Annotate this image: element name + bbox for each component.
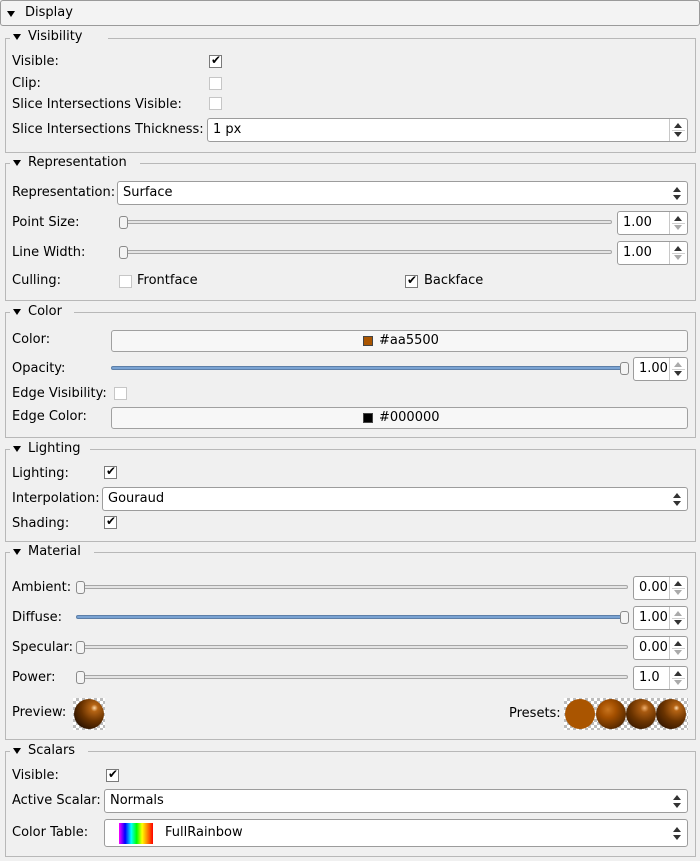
power-spinbox[interactable] [633,666,688,690]
slice-thickness-label: Slice Intersections Thickness: [12,122,204,137]
spin-arrows-icon[interactable] [669,358,687,380]
specular-spinbox[interactable] [633,636,688,660]
spin-arrows-icon[interactable] [669,119,687,141]
preview-label: Preview: [12,705,67,720]
material-preview [73,698,105,730]
point-size-spinbox[interactable] [617,211,688,235]
ambient-slider-handle[interactable] [76,581,85,594]
checkmark-icon: ✔ [107,767,119,781]
representation-header[interactable] [10,155,140,171]
visible-checkbox[interactable] [209,55,222,68]
ambient-spinbox[interactable] [633,576,688,600]
spin-arrows-icon[interactable] [669,667,687,689]
presets-label: Presets: [509,706,561,721]
power-slider-track[interactable] [76,675,628,679]
line-width-spinbox[interactable] [617,241,688,265]
preset-flat-sphere-icon[interactable] [565,699,595,729]
interpolation-combobox[interactable] [102,487,688,511]
representation-value: Surface [123,185,173,200]
checkmark-icon: ✔ [406,273,418,287]
combo-arrows-icon [671,185,683,201]
lighting-label: Lighting: [12,466,69,481]
collapse-triangle-icon [13,160,21,166]
edge-visibility-label: Edge Visibility: [12,386,107,401]
spin-arrows-icon[interactable] [669,637,687,659]
interpolation-value: Gouraud [108,491,165,506]
combo-arrows-icon [671,491,683,507]
checkmark-icon [115,385,127,399]
checkmark-icon: ✔ [210,53,222,67]
color-label: Color: [12,332,51,347]
opacity-value: 1.00 [639,361,668,376]
scalars-visible-label: Visible: [12,768,59,783]
opacity-spinbox[interactable] [633,357,688,381]
diffuse-slider-handle[interactable] [620,611,629,624]
edge-color-label: Edge Color: [12,409,87,424]
color-table-value: FullRainbow [165,825,243,840]
clip-checkbox[interactable] [209,77,222,90]
visibility-title: Visibility [28,29,83,44]
edge-visibility-checkbox[interactable] [114,387,127,400]
lighting-checkbox[interactable] [104,466,117,479]
combo-arrows-icon [671,793,683,809]
spin-arrows-icon[interactable] [669,242,687,264]
preset-shiny-sphere-icon[interactable] [626,699,656,729]
color-table-label: Color Table: [12,825,89,840]
point-size-slider-handle[interactable] [119,216,128,229]
line-width-label: Line Width: [12,245,86,260]
edge-color-picker-button[interactable] [111,407,688,429]
representation-combobox[interactable] [117,181,688,205]
scalars-title: Scalars [28,743,76,758]
rainbow-colormap-icon [119,823,153,844]
shading-label: Shading: [12,516,70,531]
diffuse-label: Diffuse: [12,610,62,625]
power-value: 1.0 [639,670,660,685]
opacity-slider-track[interactable] [111,366,627,370]
power-slider-handle[interactable] [76,671,85,684]
slice-thickness-spinbox[interactable] [207,118,688,142]
opacity-label: Opacity: [12,361,66,376]
specular-slider-track[interactable] [76,645,628,649]
visibility-header[interactable] [10,29,108,45]
color-value: #aa5500 [379,333,439,348]
color-title: Color [28,304,62,319]
shading-checkbox[interactable] [104,516,117,529]
active-scalar-label: Active Scalar: [12,793,101,808]
representation-label: Representation: [12,185,116,200]
combo-arrows-icon [671,825,683,841]
material-presets[interactable] [564,698,688,730]
preset-specular-sphere-icon[interactable] [656,699,686,729]
active-scalar-combobox[interactable] [104,789,688,813]
diffuse-value: 1.00 [639,610,668,625]
frontface-label: Frontface [137,273,198,288]
spin-arrows-icon[interactable] [669,577,687,599]
material-header[interactable] [10,544,94,560]
display-title: Display [25,5,73,20]
diffuse-spinbox[interactable] [633,606,688,630]
color-swatch [363,336,373,346]
checkmark-icon [120,273,132,287]
ambient-slider-track[interactable] [76,585,628,589]
checkmark-icon [210,95,222,109]
lighting-header[interactable] [10,441,90,457]
ambient-value: 0.00 [639,580,668,595]
culling-label: Culling: [12,273,62,288]
specular-label: Specular: [12,640,73,655]
collapse-triangle-icon [7,11,15,17]
backface-label: Backface [424,273,484,288]
point-size-value: 1.00 [623,215,652,230]
visible-label: Visible: [12,54,59,69]
specular-value: 0.00 [639,640,668,655]
spin-arrows-icon[interactable] [669,212,687,234]
collapse-triangle-icon [13,34,21,40]
frontface-checkbox[interactable] [119,275,132,288]
point-size-label: Point Size: [12,215,80,230]
line-width-value: 1.00 [623,245,652,260]
line-width-slider-handle[interactable] [119,246,128,259]
preview-sphere-icon [74,699,104,729]
slice-thickness-value: 1 px [213,122,242,137]
opacity-slider-handle[interactable] [620,362,629,375]
line-width-slider-track[interactable] [119,250,612,254]
color-table-combobox[interactable] [104,819,688,847]
collapse-triangle-icon [13,309,21,315]
specular-slider-handle[interactable] [76,641,85,654]
representation-title: Representation [28,155,127,170]
preset-diffuse-sphere-icon[interactable] [596,699,626,729]
collapse-triangle-icon [13,748,21,754]
scalars-header[interactable] [10,743,88,759]
collapse-triangle-icon [13,549,21,555]
slice-visible-checkbox[interactable] [209,97,222,110]
material-title: Material [28,544,81,559]
point-size-slider-track[interactable] [119,220,612,224]
ambient-label: Ambient: [12,580,72,595]
diffuse-slider-track[interactable] [76,615,628,619]
edge-color-swatch [363,413,373,423]
color-picker-button[interactable] [111,330,688,352]
lighting-title: Lighting [28,441,81,456]
collapse-triangle-icon [13,446,21,452]
checkmark-icon [210,75,222,89]
spin-arrows-icon[interactable] [669,607,687,629]
color-header[interactable] [10,304,74,320]
slice-visible-label: Slice Intersections Visible: [12,97,182,112]
interpolation-label: Interpolation: [12,491,100,506]
power-label: Power: [12,670,56,685]
backface-checkbox[interactable] [405,275,418,288]
checkmark-icon: ✔ [105,464,117,478]
display-section-header[interactable] [0,0,700,26]
clip-label: Clip: [12,76,41,91]
active-scalar-value: Normals [110,793,164,808]
checkmark-icon: ✔ [105,514,117,528]
scalars-visible-checkbox[interactable] [106,769,119,782]
edge-color-value: #000000 [379,410,440,425]
